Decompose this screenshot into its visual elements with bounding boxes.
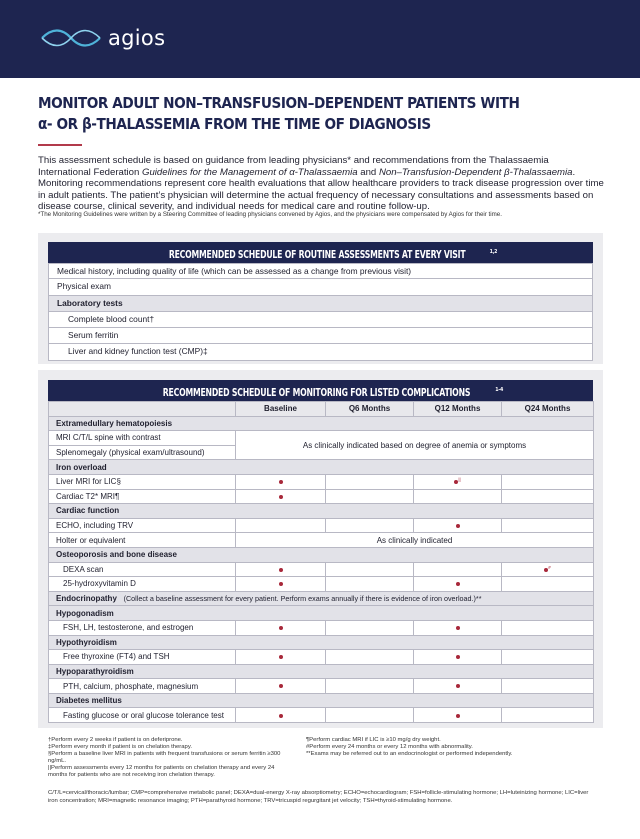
intro-footnote: *The Monitoring Guidelines were written by a Steering Committee of leading physicians convened by Agios, and the physicians were compensated by Agios for their time. — [38, 211, 502, 218]
schedule-dot — [279, 655, 283, 659]
column-header-q6: Q6 Months — [326, 402, 414, 417]
schedule-dot — [279, 582, 283, 586]
schedule-dot — [279, 495, 283, 499]
schedule-dot — [279, 714, 283, 718]
monitoring-heading-text: RECOMMENDED SCHEDULE OF MONITORING FOR LISTED COMPLICATIONS — [162, 386, 471, 399]
monitoring-table — [48, 401, 594, 723]
section-row — [49, 547, 594, 562]
table-row — [49, 533, 594, 548]
intro-paragraph — [38, 155, 604, 213]
footnote-mark: || — [458, 476, 461, 482]
section-endocrinopathy — [49, 591, 594, 606]
monitoring-panel — [38, 370, 603, 728]
table-row — [49, 620, 594, 635]
row-label-glucose: Fasting glucose or oral glucose tolerance test — [49, 708, 236, 723]
title-line-1: MONITOR ADULT NON–TRANSFUSION–DEPENDENT PATIENTS WITH — [38, 94, 520, 112]
section-cardiac: Cardiac function — [49, 504, 594, 519]
schedule-dot — [456, 582, 460, 586]
table-row — [49, 650, 594, 665]
intro-text-2: . Monitoring recommendations represent core health evaluations that allow healthcare providers to track disease progression over time in adult patients. The patient’s physician will determine the actual frequency of necessary consultations and assessments based on disease course, clinical severity, and individual needs for medical care and routine follow-up. — [38, 166, 604, 213]
row-label-liver-mri: Liver MRI for LIC§ — [49, 474, 236, 489]
schedule-dot — [279, 626, 283, 630]
routine-assessments-list — [48, 263, 593, 361]
row-label-vitamin-d: 25-hydroxyvitamin D — [49, 577, 236, 592]
footnotes-left — [48, 737, 293, 778]
footnotes-right — [306, 737, 596, 758]
routine-assessments-panel — [38, 233, 603, 364]
column-header-blank — [49, 402, 236, 417]
routine-assessments-heading — [48, 242, 593, 263]
endocrinopathy-label: Endocrinopathy — [56, 594, 117, 604]
table-header-row — [49, 402, 594, 417]
footnote-pilcrow: ¶Perform cardiac MRI if LIC is ≥10 mg/g dry weight. — [306, 737, 441, 743]
section-row — [49, 591, 594, 606]
schedule-dot — [456, 684, 460, 688]
column-header-q24: Q24 Months — [502, 402, 594, 417]
section-hypogonadism: Hypogonadism — [49, 606, 594, 621]
table-row — [49, 708, 594, 723]
table-row — [49, 518, 594, 533]
footnote-double-dagger: ‡Perform every month if patient is on chelation therapy. — [48, 743, 192, 750]
list-item: Physical exam — [48, 279, 593, 295]
section-row — [49, 664, 594, 679]
section-row — [49, 416, 594, 431]
row-label-mri-spine: MRI C/T/L spine with contrast — [49, 431, 236, 446]
intro-text-1: This assessment schedule is based on guidance from leading physicians* and recommendations from the Thalassaemia International Federation — [38, 155, 549, 178]
brand-name: agios — [108, 26, 166, 50]
intro-text-and: and — [357, 166, 379, 178]
schedule-dot — [279, 684, 283, 688]
schedule-dot — [456, 655, 460, 659]
routine-heading-sup: 1,2 — [489, 249, 497, 255]
footnote-dagger: †Perform every 2 weeks if patient is on deferiprone. — [48, 737, 183, 743]
section-row — [49, 635, 594, 650]
list-item: Complete blood count† — [48, 312, 593, 328]
section-osteoporosis: Osteoporosis and bone disease — [49, 547, 594, 562]
row-label-pth: PTH, calcium, phosphate, magnesium — [49, 679, 236, 694]
abbreviations: C/T/L=cervical/thoracic/lumbar; CMP=comprehensive metabolic panel; DEXA=dual-energy X-ray absorptiometry; ECHO=echocardiogram; FSH=follicle-stimulating hormone; LH=luteinizing hormone; LIC=liver iron concentration; MRI=magnetic resonance imaging; PTH=parathyroid hormone; TRV=tricuspid regurgitant jet velocity; TSH=thyroid-stimulating hormone. — [48, 790, 589, 805]
section-emh: Extramedullary hematopoiesis — [49, 416, 594, 431]
title-line-2: α- OR β-THALASSEMIA FROM THE TIME OF DIAGNOSIS — [38, 115, 431, 133]
table-row — [49, 489, 594, 504]
schedule-dot — [456, 626, 460, 630]
section-iron-overload: Iron overload — [49, 460, 594, 475]
footnote-parallel: ||Perform assessments every 12 months for patients on chelation therapy and every 24 months for patients who are not receiving iron chelation therapy. — [48, 764, 275, 778]
list-item: Medical history, including quality of life (which can be assessed as a change from previous visit) — [48, 263, 593, 279]
list-item: Serum ferritin — [48, 328, 593, 344]
column-header-baseline: Baseline — [236, 402, 326, 417]
page-header — [0, 0, 640, 78]
section-row — [49, 460, 594, 475]
table-row — [49, 679, 594, 694]
endocrinopathy-note: (Collect a baseline assessment for every patient. Perform exams annually if there is evidence of iron overload.)** — [123, 594, 482, 604]
monitoring-heading-sup: 1-4 — [495, 387, 504, 393]
intro-guideline-2: Non–Transfusion-Dependent β-Thalassaemia — [378, 166, 573, 178]
table-row — [49, 577, 594, 592]
footnote-mark: # — [548, 564, 551, 570]
row-label-fsh: FSH, LH, testosterone, and estrogen — [49, 620, 236, 635]
clinically-indicated: As clinically indicated — [236, 533, 594, 548]
section-row — [49, 606, 594, 621]
schedule-dot — [279, 480, 283, 484]
row-label-echo: ECHO, including TRV — [49, 518, 236, 533]
intro-guideline-1: Guidelines for the Management of α-Thalassaemia — [142, 166, 358, 178]
footnote-hash: #Perform every 24 months or every 12 months with abnormality. — [306, 743, 473, 750]
table-row — [49, 562, 594, 577]
table-row — [49, 431, 594, 446]
footnote-double-asterisk: **Exams may be referred out to an endocrinologist or performed independently. — [306, 750, 513, 757]
list-item: Laboratory tests — [48, 296, 593, 312]
table-row — [49, 474, 594, 489]
page-title — [38, 93, 531, 135]
agios-logo — [40, 26, 165, 50]
section-row — [49, 693, 594, 708]
schedule-dot — [456, 714, 460, 718]
row-label-holter: Holter or equivalent — [49, 533, 236, 548]
row-label-splenomegaly: Splenomegaly (physical exam/ultrasound) — [49, 445, 236, 460]
section-row — [49, 504, 594, 519]
section-hypoparathyroidism: Hypoparathyroidism — [49, 664, 594, 679]
title-underline — [38, 144, 82, 146]
column-header-q12: Q12 Months — [414, 402, 502, 417]
schedule-dot — [456, 524, 460, 528]
row-label-dexa: DEXA scan — [49, 562, 236, 577]
agios-wave-icon — [40, 28, 102, 48]
list-item: Liver and kidney function test (CMP)‡ — [48, 344, 593, 360]
section-diabetes: Diabetes mellitus — [49, 693, 594, 708]
schedule-dot — [279, 568, 283, 572]
clinically-indicated-anemia: As clinically indicated based on degree of anemia or symptoms — [236, 431, 594, 460]
routine-heading-text: RECOMMENDED SCHEDULE OF ROUTINE ASSESSMENTS AT EVERY VISIT — [168, 248, 465, 261]
row-label-cardiac-t2: Cardiac T2* MRI¶ — [49, 489, 236, 504]
footnote-section: §Perform a baseline liver MRI in patients with frequent transfusions or serum ferritin ≥300 ng/mL. — [48, 750, 281, 764]
row-label-ft4: Free thyroxine (FT4) and TSH — [49, 650, 236, 665]
monitoring-heading — [48, 380, 593, 401]
section-hypothyroidism: Hypothyroidism — [49, 635, 594, 650]
